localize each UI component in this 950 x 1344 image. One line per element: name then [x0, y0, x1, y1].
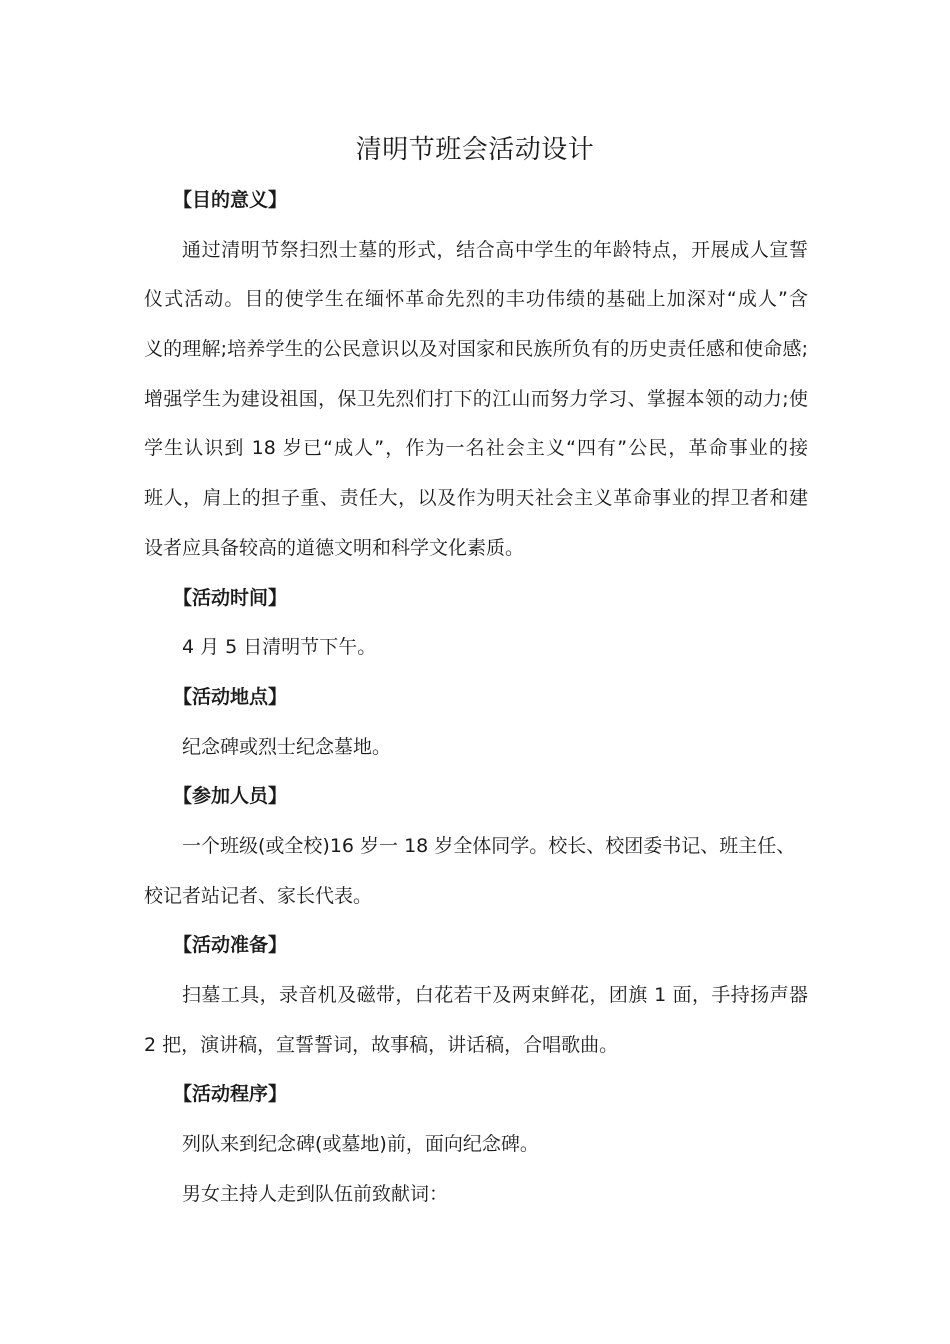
paragraph-line: 男女主持人走到队伍前致献词： [182, 1182, 449, 1205]
section-heading-place: 【活动地点】 [173, 685, 288, 708]
paragraph-line: 增强学生为建设祖国，保卫先烈们打下的江山而努力学习、掌握本领的动力;使 [144, 387, 808, 410]
document-body [144, 176, 808, 1219]
paragraph-line: 扫墓工具，录音机及磁带，白花若干及两束鲜花，团旗 1 面，手持扬声器 [182, 984, 808, 1006]
section-heading-purpose: 【目的意义】 [173, 189, 288, 211]
paragraph-line: 列队来到纪念碑(或墓地)前，面向纪念碑。 [182, 1133, 539, 1156]
section-heading-participants: 【参加人员】 [173, 785, 288, 808]
document-title: 清明节班会活动设计 [355, 135, 595, 165]
paragraph-line: 仪式活动。目的使学生在缅怀革命先烈的丰功伟绩的基础上加深对“成人”含 [144, 288, 808, 311]
paragraph-line: 班人，肩上的担子重、责任大，以及作为明天社会主义革命事业的捍卫者和建 [144, 487, 808, 510]
paragraph-line: 通过清明节祭扫烈士墓的形式，结合高中学生的年龄特点，开展成人宣誓 [182, 238, 808, 261]
paragraph-line: 设者应具备较高的道德文明和科学文化素质。 [144, 536, 525, 559]
paragraph-line: 纪念碑或烈士纪念墓地。 [182, 735, 392, 758]
section-heading-preparation: 【活动准备】 [173, 934, 288, 957]
paragraph-line: 2 把，演讲稿，宣誓誓词，故事稿，讲话稿，合唱歌曲。 [144, 1033, 619, 1056]
section-heading-procedure: 【活动程序】 [173, 1083, 288, 1106]
section-heading-time: 【活动时间】 [173, 586, 288, 609]
paragraph-line: 校记者站记者、家长代表。 [144, 884, 373, 907]
paragraph-line: 4 月 5 日清明节下午。 [182, 636, 377, 659]
paragraph-line: 义的理解;培养学生的公民意识以及对国家和民族所负有的历史责任感和使命感; [144, 338, 808, 361]
paragraph-line: 一个班级(或全校)16 岁一 18 岁全体同学。校长、校团委书记、班主任、 [182, 834, 796, 857]
paragraph-line: 学生认识到 18 岁已“成人”，作为一名社会主义“四有”公民，革命事业的接 [144, 437, 808, 460]
